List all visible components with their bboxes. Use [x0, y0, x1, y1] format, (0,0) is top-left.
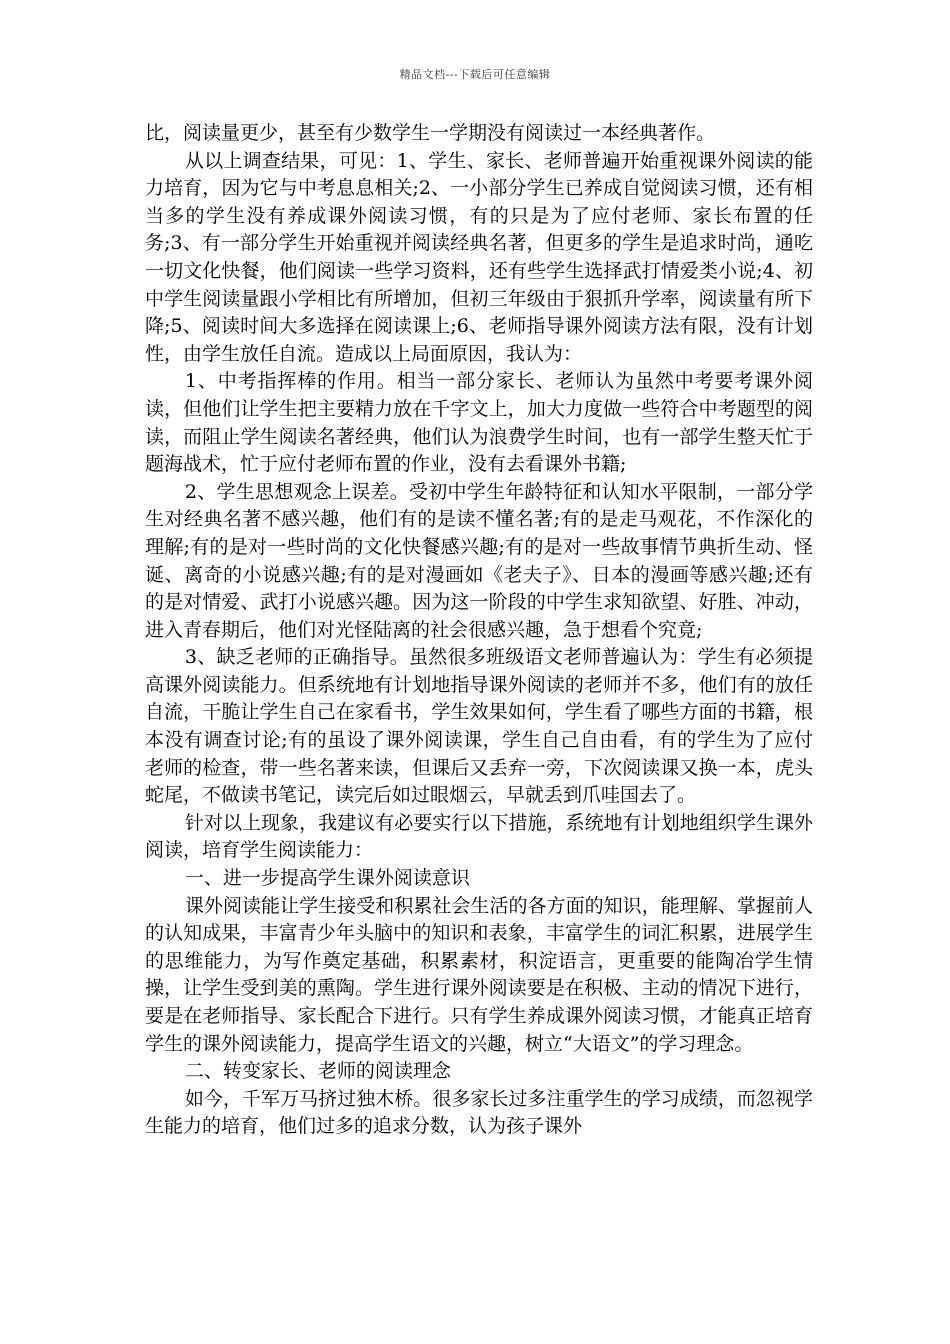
- paragraph-measures-intro: 针对以上现象，我建议有必要实行以下措施，系统地有计划地组织学生课外阅读，培育学生阅读能力：: [145, 811, 813, 862]
- paragraph-reason-2: 2、学生思想观念上误差。受初中学生年龄特征和认知水平限制，一部分学生对经典名著不感兴趣，他们有的是读不懂名著;有的是走马观花，不作深化的理解;有的是对一些时尚的文化快餐感兴趣;有的是对一些故事情节典折生动、怪诞、离奇的小说感兴趣;有的是对漫画如《老夫子》、日本的漫画等感兴趣;还有的是对情爱、武打小说感兴趣。因为这一阶段的中学生求知欲望、好胜、冲动，进入青春期后，他们对光怪陆离的社会很感兴趣，急于想看个究竟;: [145, 480, 813, 641]
- paragraph-section-1: 课外阅读能让学生接受和积累社会生活的各方面的知识，能理解、掌握前人的认知成果，丰富青少年头脑中的知识和表象，丰富学生的词汇积累，进展学生的思维能力，为写作奠定基础，积累素材，积淀语言，更重要的能陶冶学生情操，让学生受到美的熏陶。学生进行课外阅读要是在积极、主动的情况下进行，要是在老师指导、家长配合下进行。只有学生养成课外阅读习惯，才能真正培育学生的课外阅读能力，提高学生语文的兴趣，树立“大语文”的学习理念。: [145, 894, 813, 1055]
- paragraph-continuation: 比，阅读量更少，甚至有少数学生一学期没有阅读过一本经典著作。: [145, 122, 716, 144]
- page-header: 精品文档---下载后可任意编辑: [399, 68, 551, 81]
- paragraph-reason-1: 1、中考指挥棒的作用。相当一部分家长、老师认为虽然中考要考课外阅读，但他们让学生把主要精力放在千字文上，加大力度做一些符合中考题型的阅读，而阻止学生阅读名著经典，他们认为浪费学生时间，也有一部学生整天忙于题海战术，忙于应付老师布置的作业，没有去看课外书籍;: [145, 370, 813, 476]
- paragraph-survey-results: 从以上调查结果，可见：1、学生、家长、老师普遍开始重视课外阅读的能力培育，因为它与中考息息相关;2、一小部分学生已养成自觉阅读习惯，还有相当多的学生没有养成课外阅读习惯，有的只是为了应付老师、家长布置的任务;3、有一部分学生开始重视并阅读经典名著，但更多的学生是追求时尚，通吃一切文化快餐，他们阅读一些学习资料，还有些学生选择武打情爱类小说;4、初中学生阅读量跟小学相比有所增加，但初三年级由于狠抓升学率，阅读量有所下降;5、阅读时间大多选择在阅读课上;6、老师指导课外阅读方法有限，没有计划性，由学生放任自流。造成以上局面原因，我认为：: [145, 149, 813, 365]
- paragraph-section-2: 如今，千军万马挤过独木桥。很多家长过多注重学生的学习成绩，而忽视学生能力的培育，他们过多的追求分数，认为孩子课外: [145, 1087, 813, 1138]
- paragraph-reason-3: 3、缺乏老师的正确指导。虽然很多班级语文老师普遍认为：学生有必须提高课外阅读能力。但系统地有计划地指导课外阅读的老师并不多，他们有的放任自流，干脆让学生自己在家看书，学生效果如何，学生看了哪些方面的书籍，根本没有调查讨论;有的虽设了课外阅读课，学生自己自由看，有的学生为了应付老师的检查，带一些名著来读，但课后又丢弃一旁，下次阅读课又换一本，虎头蛇尾，不做读书笔记，读完后如过眼烟云，早就丢到爪哇国去了。: [145, 646, 813, 807]
- document-body: [145, 120, 813, 1141]
- section-heading-2: 二、转变家长、老师的阅读理念: [184, 1060, 451, 1083]
- section-heading-1: 一、进一步提高学生课外阅读意识: [184, 867, 470, 890]
